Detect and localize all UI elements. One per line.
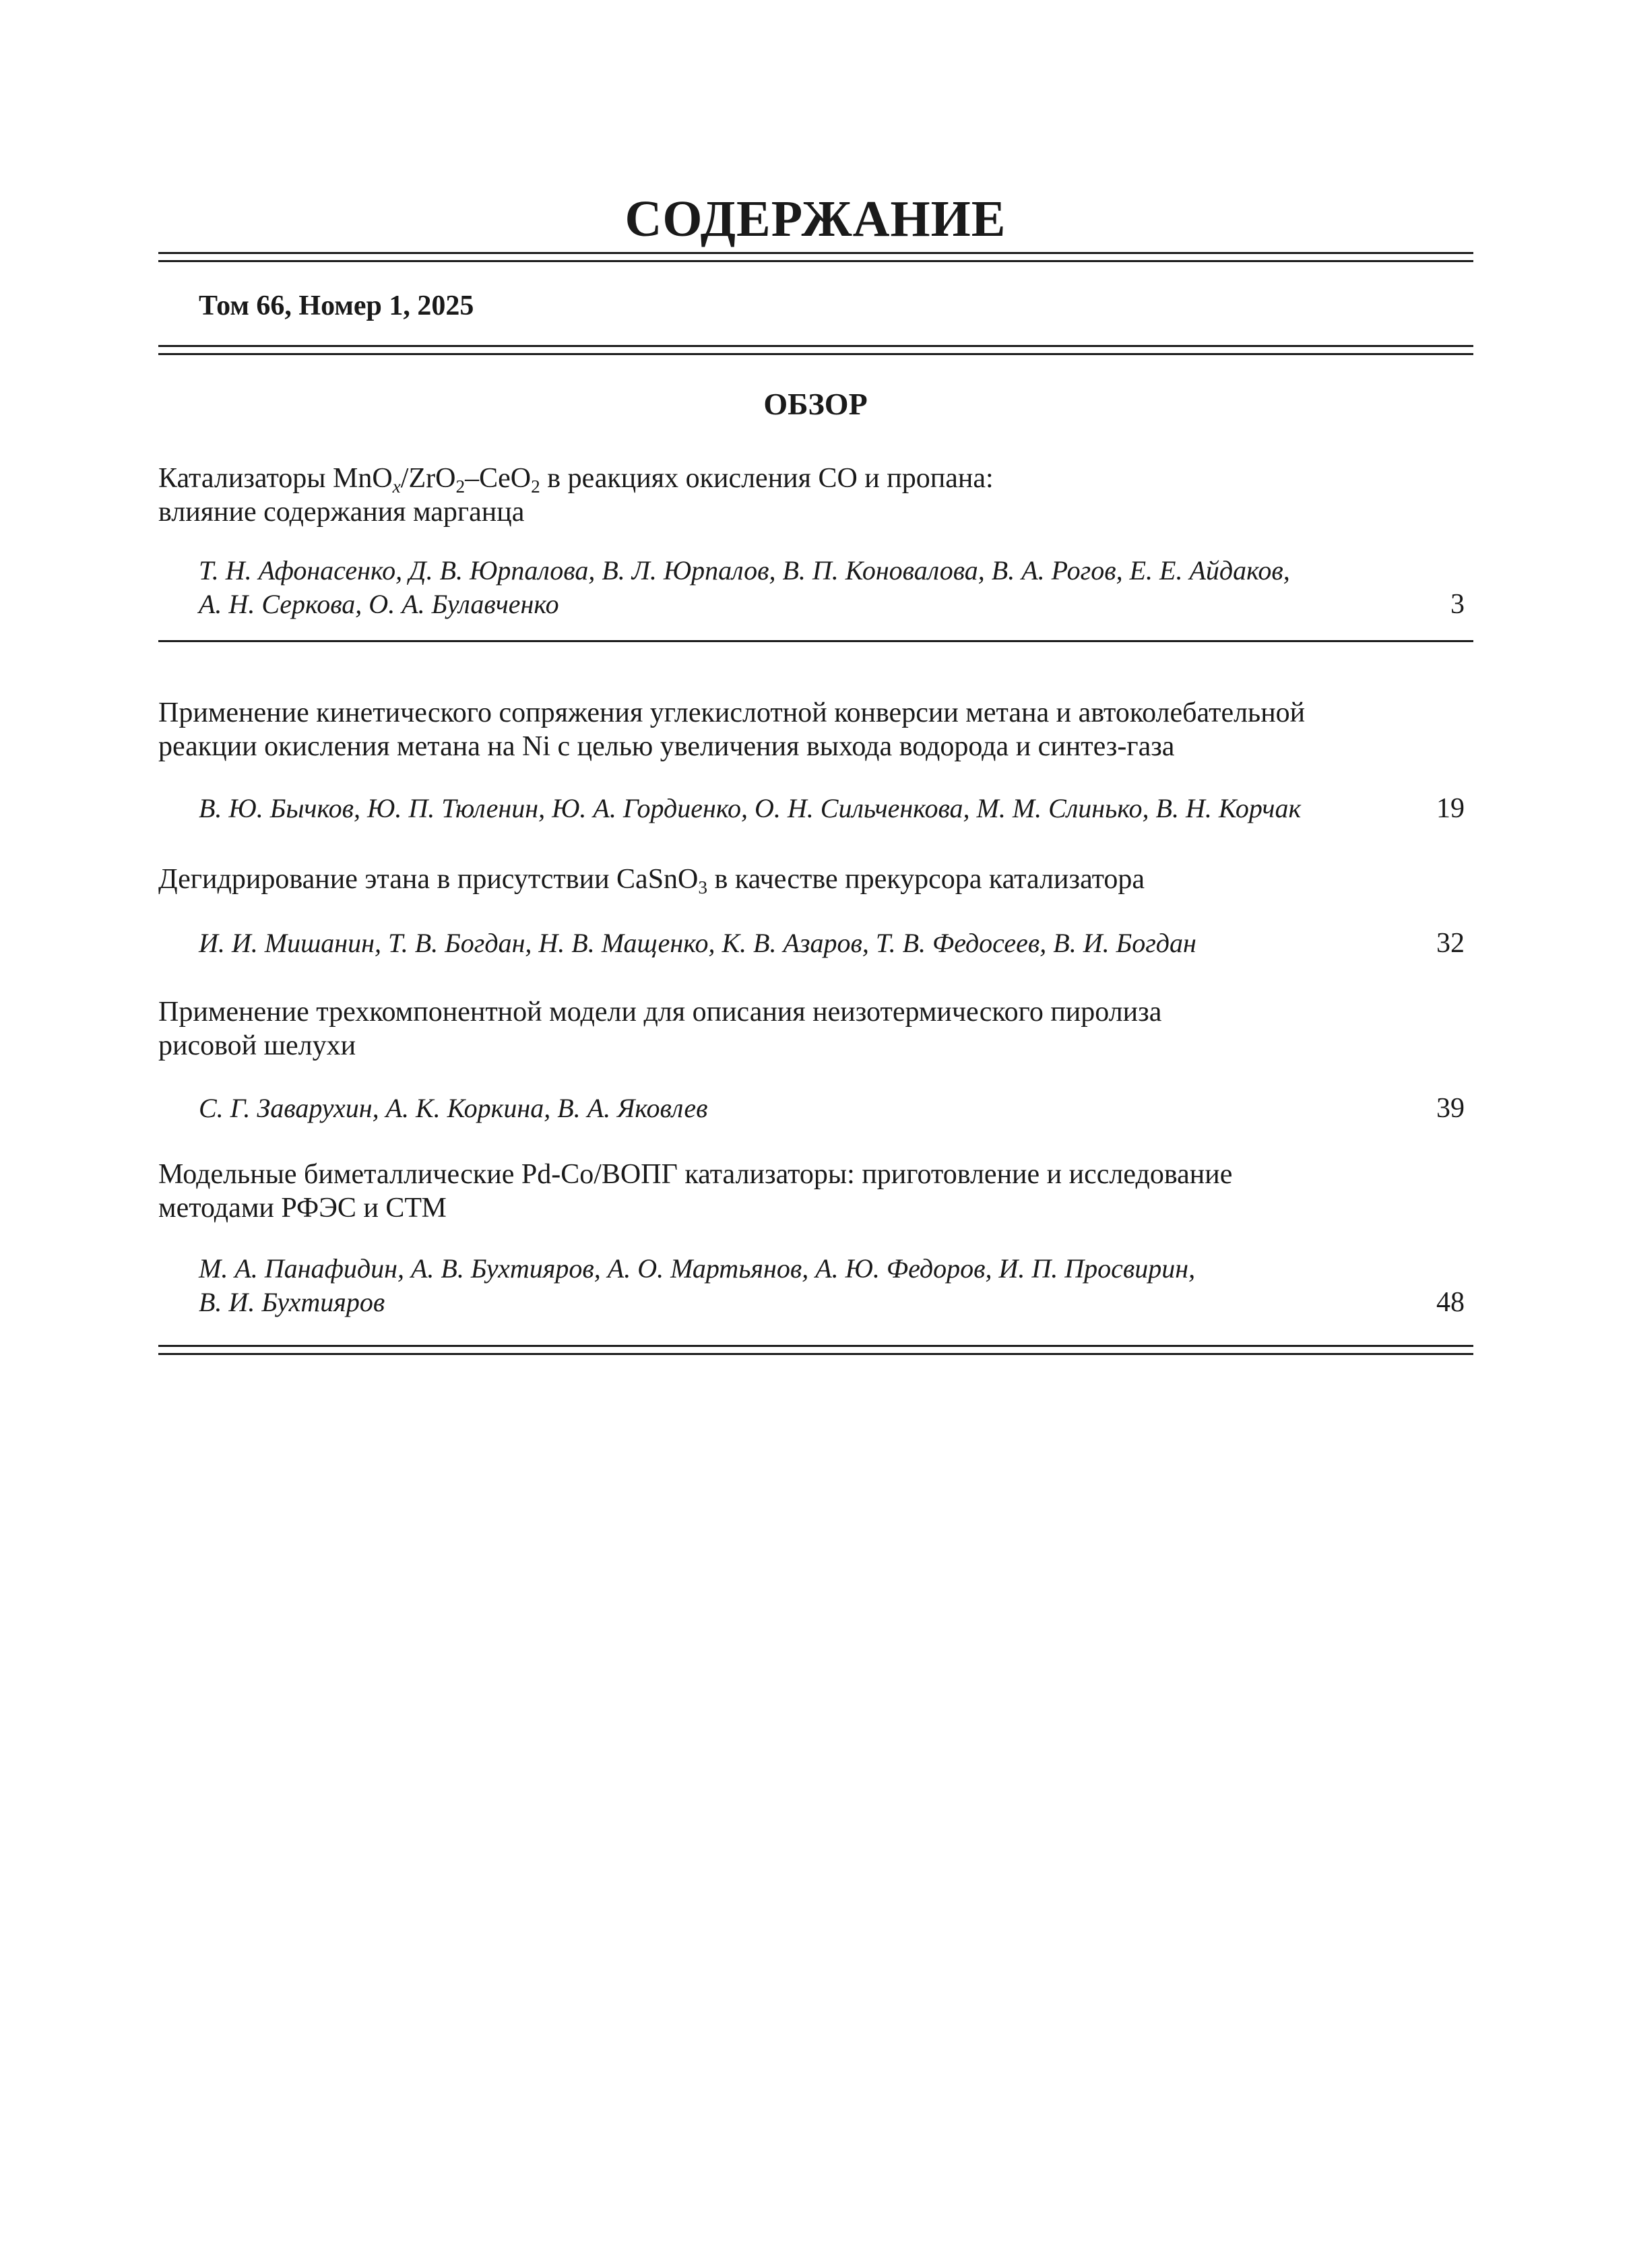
entry-3-authors: И. И. Мишанин, Т. В. Богдан, Н. В. Мащенко, К. В. Азаров, Т. В. Федосеев, В. И. Богдан: [199, 928, 1196, 958]
entry-4-title[interactable]: Применение трехкомпонентной модели для описания неизотермического пиролиза рисовой шелухи: [158, 997, 1162, 1061]
entry-4-page-number[interactable]: 39: [1436, 1093, 1465, 1124]
entry-3-page-number[interactable]: 32: [1436, 928, 1465, 959]
entry-1-separator-rule: [158, 640, 1473, 642]
entry-2-title[interactable]: Применение кинетического сопряжения углекислотной конверсии метана и автоколебательной реакции окисления метана на Ni с целью увеличения выхода водорода и синтез-газа: [158, 697, 1306, 762]
entry-4-authors: С. Г. Заварухин, А. К. Коркина, В. А. Яковлев: [199, 1093, 708, 1123]
entry-3-title[interactable]: Дегидрирование этана в присутствии CaSnO$_3$ в качестве прекурсора катализатора: [158, 864, 1145, 898]
entry-1-title[interactable]: [158, 462, 1438, 529]
entry-1-authors: Т. Н. Афонасенко, Д. В. Юрпалова, В. Л. Юрпалов, В. П. Коновалова, В. А. Рогов, Е. Е. Айдаков, А. Н. Серкова, О. А. Булавченко: [199, 555, 1290, 619]
volume-issue-line: Том 66, Номер 1, 2025: [199, 290, 474, 321]
footer-rule-2: [158, 1353, 1473, 1355]
header-rule-top-2: [158, 260, 1473, 262]
entry-5-page-number[interactable]: 48: [1436, 1287, 1465, 1318]
header-rule-bottom-1: [158, 345, 1473, 347]
section-heading: ОБЗОР: [763, 387, 868, 421]
entry-5-title[interactable]: Модельные биметаллические Pd-Co/ВОПГ катализаторы: приготовление и исследование методами РФЭС и СТМ: [158, 1159, 1233, 1224]
entry-2-authors: В. Ю. Бычков, Ю. П. Тюленин, Ю. А. Гордиенко, О. Н. Сильченкова, М. М. Слинько, В. Н. Корчак: [199, 793, 1302, 823]
entry-1-page-number[interactable]: 3: [1450, 589, 1465, 620]
page-title: СОДЕРЖАНИЕ: [625, 191, 1006, 247]
footer-rule-1: [158, 1345, 1473, 1347]
entry-5-authors: М. А. Панафидин, А. В. Бухтияров, А. О. Мартьянов, А. Ю. Федоров, И. П. Просвирин, В. И. Бухтияров: [199, 1253, 1196, 1317]
entry-1-title-line-2: влияние содержания марганца: [158, 497, 525, 528]
entry-2-page-number[interactable]: 19: [1436, 793, 1465, 824]
entry-1-title-line-1: Катализаторы MnO$_x$/ZrO$_2$–CeO$_2$ в реакциях окисления СО и пропана:: [158, 463, 994, 497]
header-rule-bottom-2: [158, 353, 1473, 355]
header-rule-top-1: [158, 252, 1473, 254]
